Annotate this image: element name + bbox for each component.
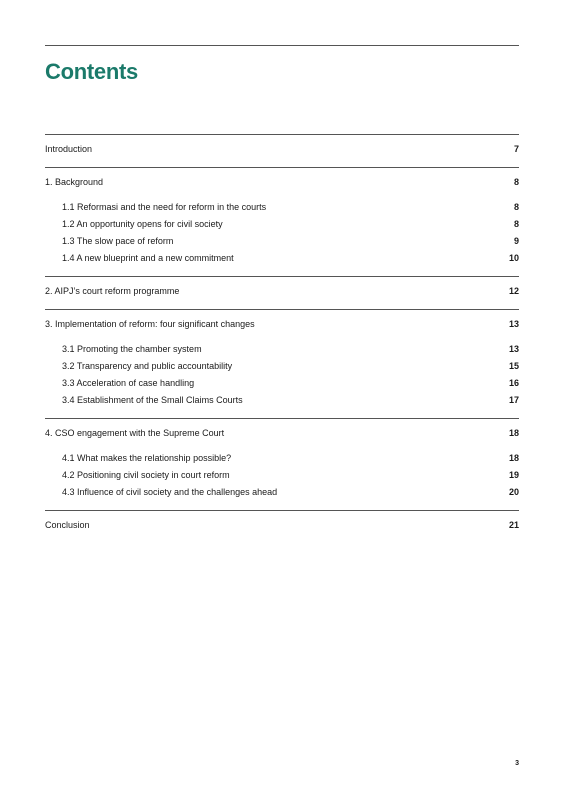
toc-subentry[interactable] <box>45 358 519 375</box>
toc-subentry-page: 18 <box>508 453 519 463</box>
toc-subentry[interactable] <box>45 233 519 250</box>
toc-entry-page: 12 <box>508 286 519 296</box>
toc-entry-page: 21 <box>508 520 519 530</box>
toc-entry[interactable] <box>45 517 519 534</box>
toc-subentry-page: 8 <box>513 219 519 229</box>
toc-entry[interactable] <box>45 141 519 158</box>
toc-subentry-page: 8 <box>513 202 519 212</box>
toc-entry-label: Conclusion <box>45 520 90 530</box>
toc-entry-page: 13 <box>508 319 519 329</box>
toc-subentry-page: 16 <box>508 378 519 388</box>
toc-subentry-page: 20 <box>508 487 519 497</box>
toc-section <box>45 309 519 418</box>
toc-entry[interactable] <box>45 283 519 300</box>
toc-subentry-page: 13 <box>508 344 519 354</box>
toc-section <box>45 276 519 309</box>
toc-subentry-page: 19 <box>508 470 519 480</box>
toc-section <box>45 167 519 276</box>
toc-subentry-label: 3.3 Acceleration of case handling <box>62 378 195 388</box>
toc-subentry[interactable] <box>45 250 519 267</box>
toc-subentry[interactable] <box>45 199 519 216</box>
toc-entry[interactable] <box>45 316 519 333</box>
toc-subentry-label: 4.1 What makes the relationship possible? <box>62 453 232 463</box>
toc-subentry-label: 3.4 Establishment of the Small Claims Courts <box>62 395 243 405</box>
toc-subentry[interactable] <box>45 216 519 233</box>
toc-subentry-label: 1.3 The slow pace of reform <box>62 236 174 246</box>
toc-entry[interactable] <box>45 425 519 442</box>
toc-subentry-page: 15 <box>508 361 519 371</box>
toc-subentry-label: 1.4 A new blueprint and a new commitment <box>62 253 234 263</box>
toc-entry-label: 4. CSO engagement with the Supreme Court <box>45 428 225 438</box>
toc-subentry[interactable] <box>45 375 519 392</box>
toc-subentries <box>45 341 519 409</box>
toc-section <box>45 510 519 534</box>
toc-section <box>45 134 519 167</box>
toc-subentry-label: 1.2 An opportunity opens for civil society <box>62 219 223 229</box>
toc-entry-page: 18 <box>508 428 519 438</box>
table-of-contents <box>45 134 519 534</box>
top-rule <box>45 45 519 46</box>
toc-entry-page: 8 <box>513 177 519 187</box>
toc-subentry[interactable] <box>45 392 519 409</box>
toc-subentry-label: 3.2 Transparency and public accountability <box>62 361 233 371</box>
page-number: 3 <box>515 760 519 767</box>
toc-entry-label: 3. Implementation of reform: four significant changes <box>45 319 255 329</box>
toc-entry-page: 7 <box>513 144 519 154</box>
toc-subentry-page: 10 <box>508 253 519 263</box>
toc-subentry[interactable] <box>45 450 519 467</box>
toc-subentry-label: 1.1 Reformasi and the need for reform in the courts <box>62 202 267 212</box>
toc-entry-label: Introduction <box>45 144 93 154</box>
toc-entry-label: 2. AIPJ’s court reform programme <box>45 286 180 296</box>
toc-entry-label: 1. Background <box>45 177 104 187</box>
toc-subentry-page: 17 <box>508 395 519 405</box>
toc-subentry-page: 9 <box>513 236 519 246</box>
toc-entry[interactable] <box>45 174 519 191</box>
toc-subentry[interactable] <box>45 467 519 484</box>
toc-subentry-label: 4.3 Influence of civil society and the challenges ahead <box>62 487 278 497</box>
toc-section <box>45 418 519 510</box>
toc-subentry-label: 3.1 Promoting the chamber system <box>62 344 202 354</box>
toc-subentries <box>45 199 519 267</box>
toc-subentries <box>45 450 519 501</box>
toc-subentry[interactable] <box>45 484 519 501</box>
page-title: Contents <box>45 59 138 84</box>
toc-subentry-label: 4.2 Positioning civil society in court reform <box>62 470 230 480</box>
toc-subentry[interactable] <box>45 341 519 358</box>
